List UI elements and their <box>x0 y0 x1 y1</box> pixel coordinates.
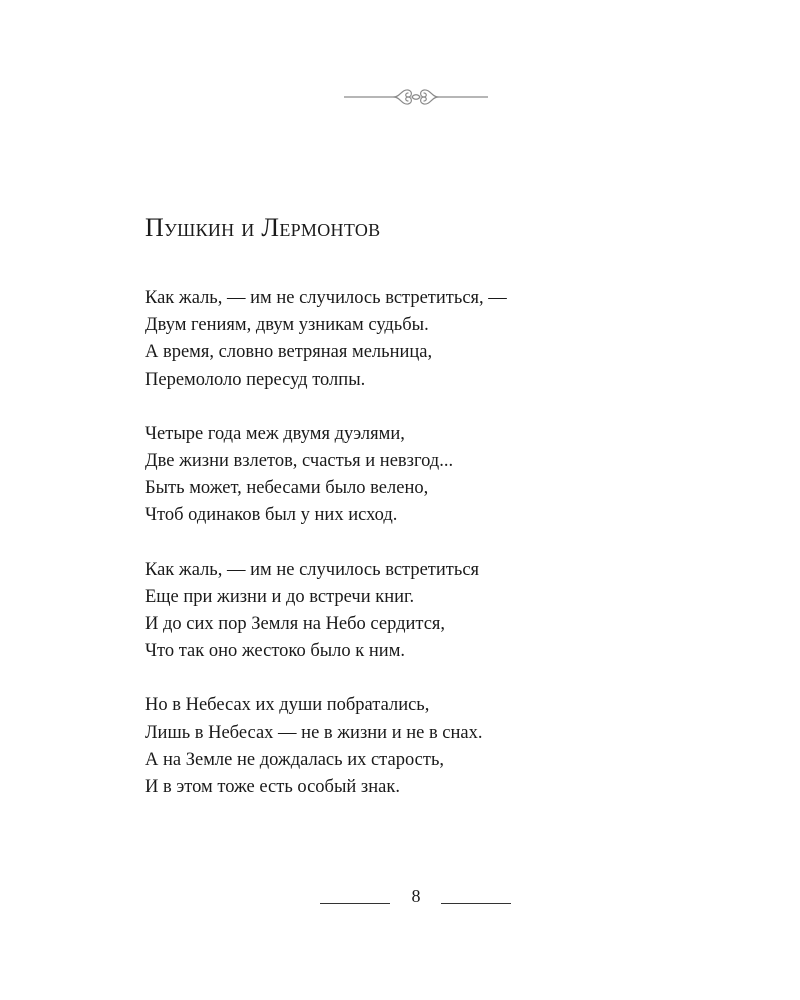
poem-line: Но в Небесах их души побратались, <box>145 695 430 716</box>
poem-title: Пушкин и Лермонтов <box>145 213 381 242</box>
poem-line: Четыре года меж двумя дуэлями, <box>145 423 405 444</box>
footer-rule-right <box>441 903 511 904</box>
poem-line: Чтоб одинаков был у них исход. <box>145 505 398 526</box>
ornament-divider <box>344 83 488 111</box>
stanza-1 <box>145 285 705 394</box>
page-number: 8 <box>411 886 421 906</box>
poem-line: Двум гениям, двум узникам судьбы. <box>145 315 429 336</box>
poem-line: И в этом тоже есть особый знак. <box>145 777 400 798</box>
poem-line: Быть может, небесами было велено, <box>145 478 429 499</box>
poem-line: А на Земле не дождалась их старость, <box>145 749 445 770</box>
poem-line: Что так оно жестоко было к ним. <box>145 641 406 662</box>
flourish-divider-icon <box>344 83 488 111</box>
stanza-4 <box>145 692 705 801</box>
poem-line: А время, словно ветряная мельница, <box>145 342 433 363</box>
poem-body <box>145 285 705 801</box>
poem-line: Еще при жизни и до встречи книг. <box>145 586 415 607</box>
poem-line: Лишь в Небесах — не в жизни и не в снах. <box>145 722 483 743</box>
poem-line: И до сих пор Земля на Небо сердится, <box>145 614 446 635</box>
footer-rule-left <box>320 903 390 904</box>
poem-line: Перемололо пересуд толпы. <box>145 369 366 390</box>
poem-line: Как жаль, — им не случилось встретиться, — <box>145 288 507 308</box>
poem-line: Две жизни взлетов, счастья и невзгод... <box>145 451 454 472</box>
stanza-2 <box>145 421 705 530</box>
stanza-3 <box>145 557 705 666</box>
page-footer <box>0 884 800 908</box>
poem-line: Как жаль, — им не случилось встретиться <box>145 559 480 580</box>
poem <box>145 213 705 828</box>
